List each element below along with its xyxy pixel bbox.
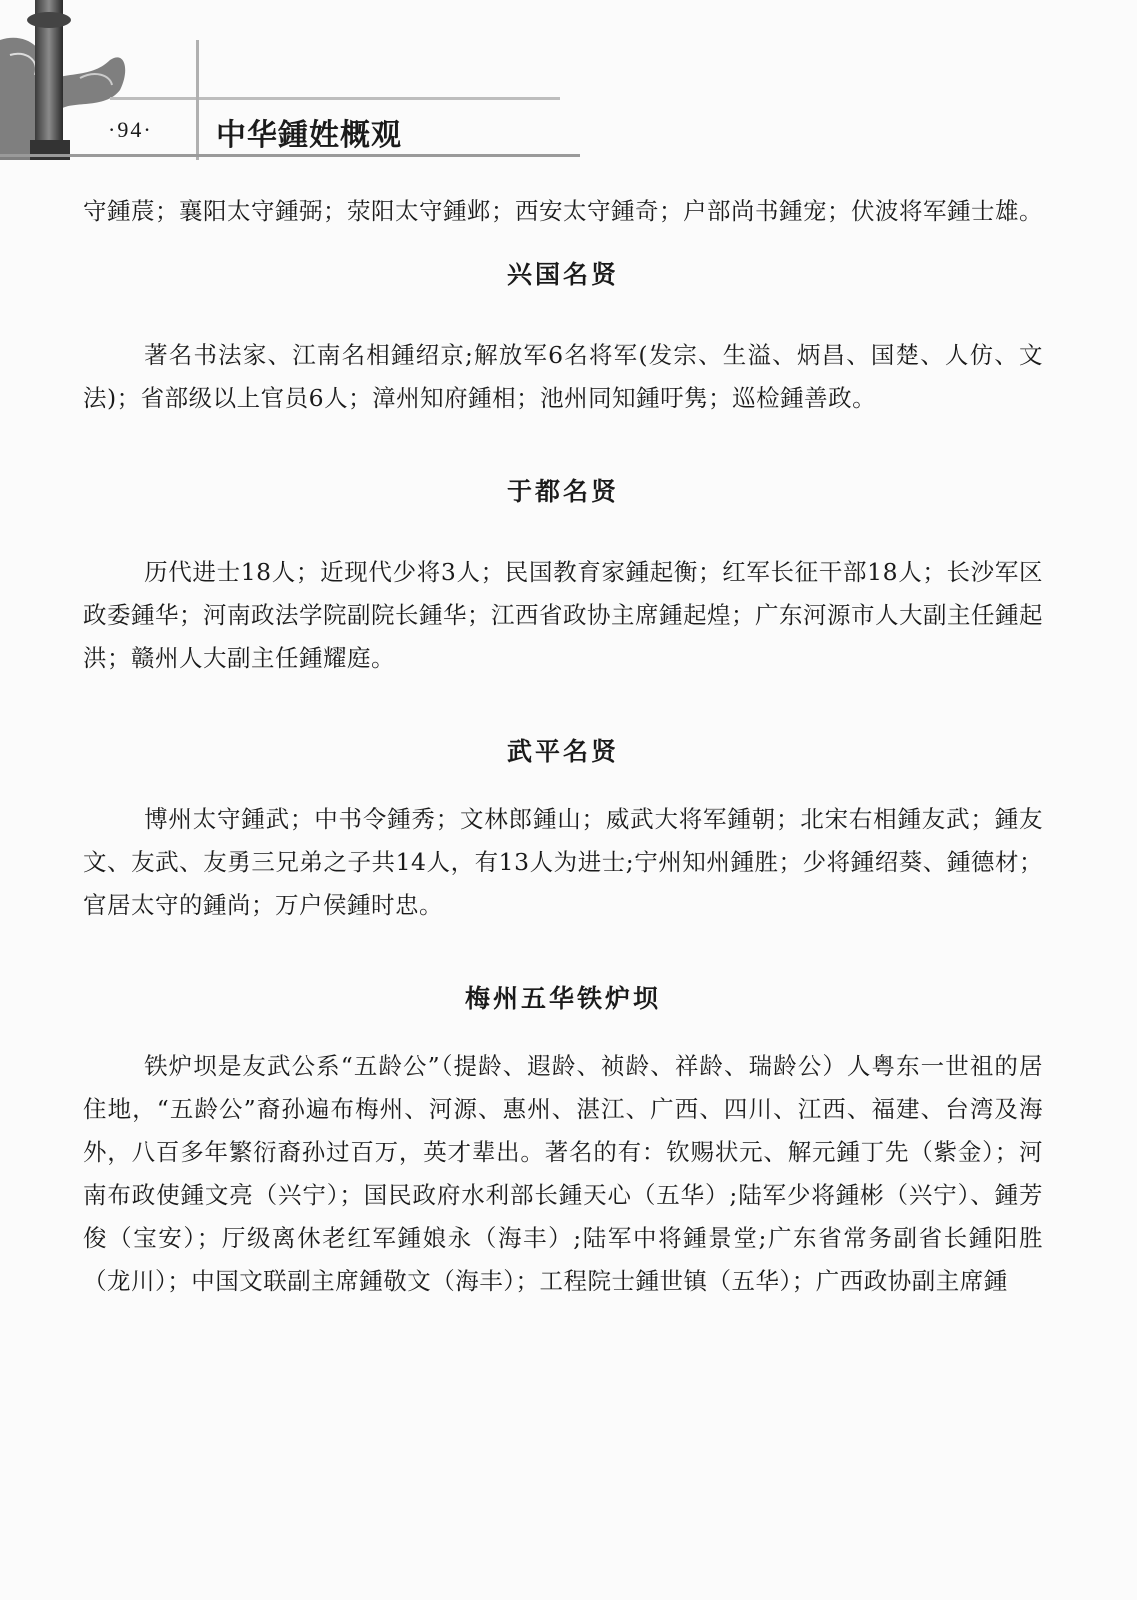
page-header xyxy=(0,0,600,170)
section-heading: 兴国名贤 xyxy=(506,260,619,289)
section-heading: 于都名贤 xyxy=(506,477,619,506)
intro-paragraph: 守鍾莀；襄阳太守鍾弼；荥阳太守鍾邺；西安太守鍾奇；户部尚书鍾宠；伏波将军鍾士雄。 xyxy=(83,197,1043,225)
page-number: ·94· xyxy=(108,117,153,142)
section-heading: 梅州五华铁炉坝 xyxy=(464,984,661,1013)
section-paragraph: 历代进士18人；近现代少将3人；民国教育家鍾起衡；红军长征干部18人；长沙军区政委鍾华；河南政法学院副院长鍾华；江西省政协主席鍾起煌；广东河源市人大副主任鍾起洪；赣州人大副主任鍾耀庭。 xyxy=(83,558,1043,672)
section-paragraph: 铁炉坝是友武公系“五龄公”（提龄、遐龄、祯龄、祥龄、瑞龄公）人粤东一世祖的居住地，“五龄公”裔孙遍布梅州、河源、惠州、湛江、广西、四川、江西、福建、台湾及海外，八百多年繁衍裔孙过百万，英才辈出。著名的有：钦赐状元、解元鍾丁先（紫金）；河南布政使鍾文亮（兴宁）；国民政府水利部长鍾天心（五华）;陆军少将鍾彬（兴宁）、鍾芳俊（宝安）；厅级离休老红军鍾娘永（海丰）;陆军中将鍾景堂;广东省常务副省长鍾阳胜（龙川）；中国文联副主席鍾敬文（海丰）；工程院士鍾世镇（五华）；广西政协副主席鍾 xyxy=(83,1052,1043,1295)
huabiao-pillar-icon xyxy=(0,0,200,160)
header-rule xyxy=(0,154,580,157)
page-content xyxy=(83,190,1043,1303)
section-paragraph: 博州太守鍾武；中书令鍾秀；文林郎鍾山；威武大将军鍾朝；北宋右相鍾友武；鍾友文、友武、友勇三兄弟之子共14人，有13人为进士;宁州知州鍾胜；少将鍾绍葵、鍾德材；官居太守的鍾尚；万户侯鍾时忠。 xyxy=(83,805,1043,919)
header-rule-upper xyxy=(110,97,560,100)
section-paragraph: 著名书法家、江南名相鍾绍京;解放军6名将军(发宗、生溢、炳昌、国楚、人仿、文法)；省部级以上官员6人；漳州知府鍾相；池州同知鍾吁隽；巡检鍾善政。 xyxy=(83,341,1043,412)
header-divider xyxy=(196,40,199,160)
book-title: 中华鍾姓概观 xyxy=(216,118,402,153)
section-heading: 武平名贤 xyxy=(506,737,619,766)
